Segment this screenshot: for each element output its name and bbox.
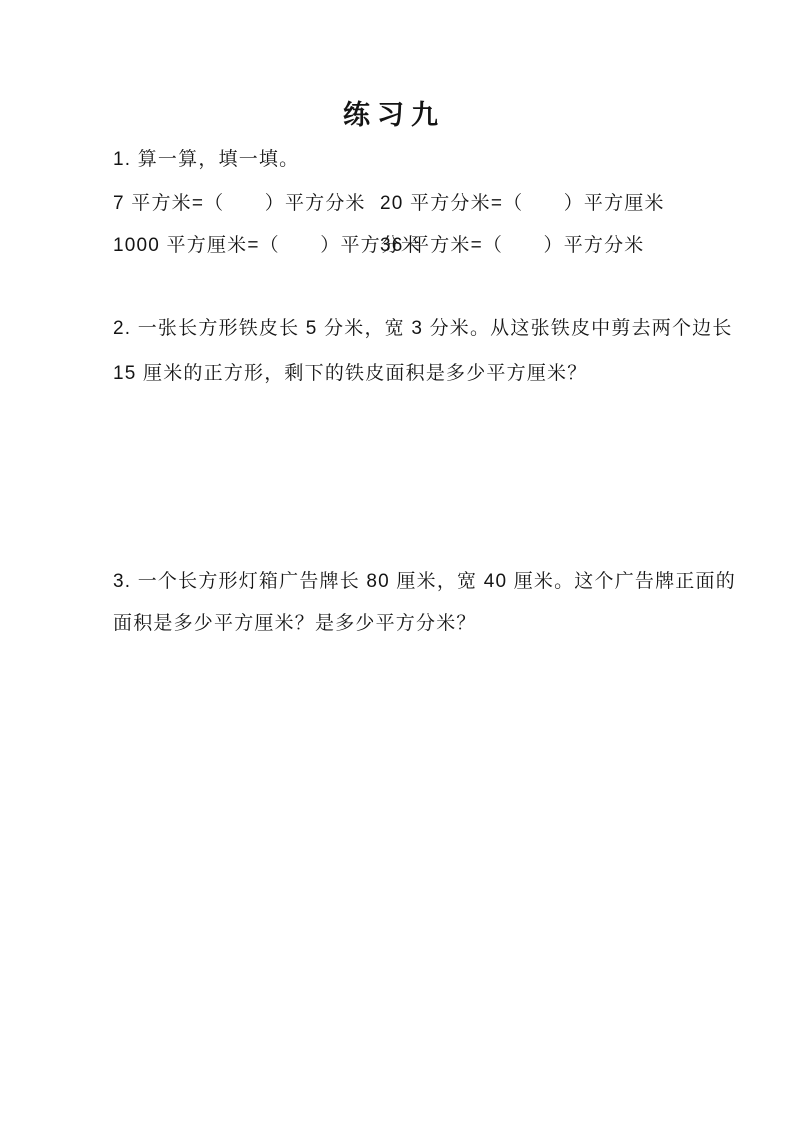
conversion-item-sqm-to-sqdm: 7 平方米=（ ）平方分米	[113, 193, 366, 214]
problem-1-prompt: 1. 算一算，填一填。	[113, 149, 300, 170]
problem-3-line-1: 3. 一个长方形灯箱广告牌长 80 厘米，宽 40 厘米。这个广告牌正面的	[113, 571, 736, 592]
problem-3-line-2: 面积是多少平方厘米？是多少平方分米？	[113, 613, 477, 634]
page-title: 练习九	[343, 100, 445, 130]
problem-2-line-1: 2. 一张长方形铁皮长 5 分米，宽 3 分米。从这张铁皮中剪去两个边长	[113, 318, 733, 339]
conversion-item-sqdm-to-sqcm: 20 平方分米=（ ）平方厘米	[380, 193, 665, 214]
conversion-item-sqcm-to-sqdm: 1000 平方厘米=（ ）平方分米	[113, 235, 422, 256]
conversion-item-sqm-to-sqdm-2: 36 平方米=（ ）平方分米	[380, 235, 645, 256]
worksheet-content	[113, 0, 736, 638]
conversion-row-2	[113, 232, 675, 260]
problem-2-line-2: 15 厘米的正方形，剩下的铁皮面积是多少平方厘米？	[113, 363, 588, 384]
conversion-row-1	[113, 190, 675, 218]
